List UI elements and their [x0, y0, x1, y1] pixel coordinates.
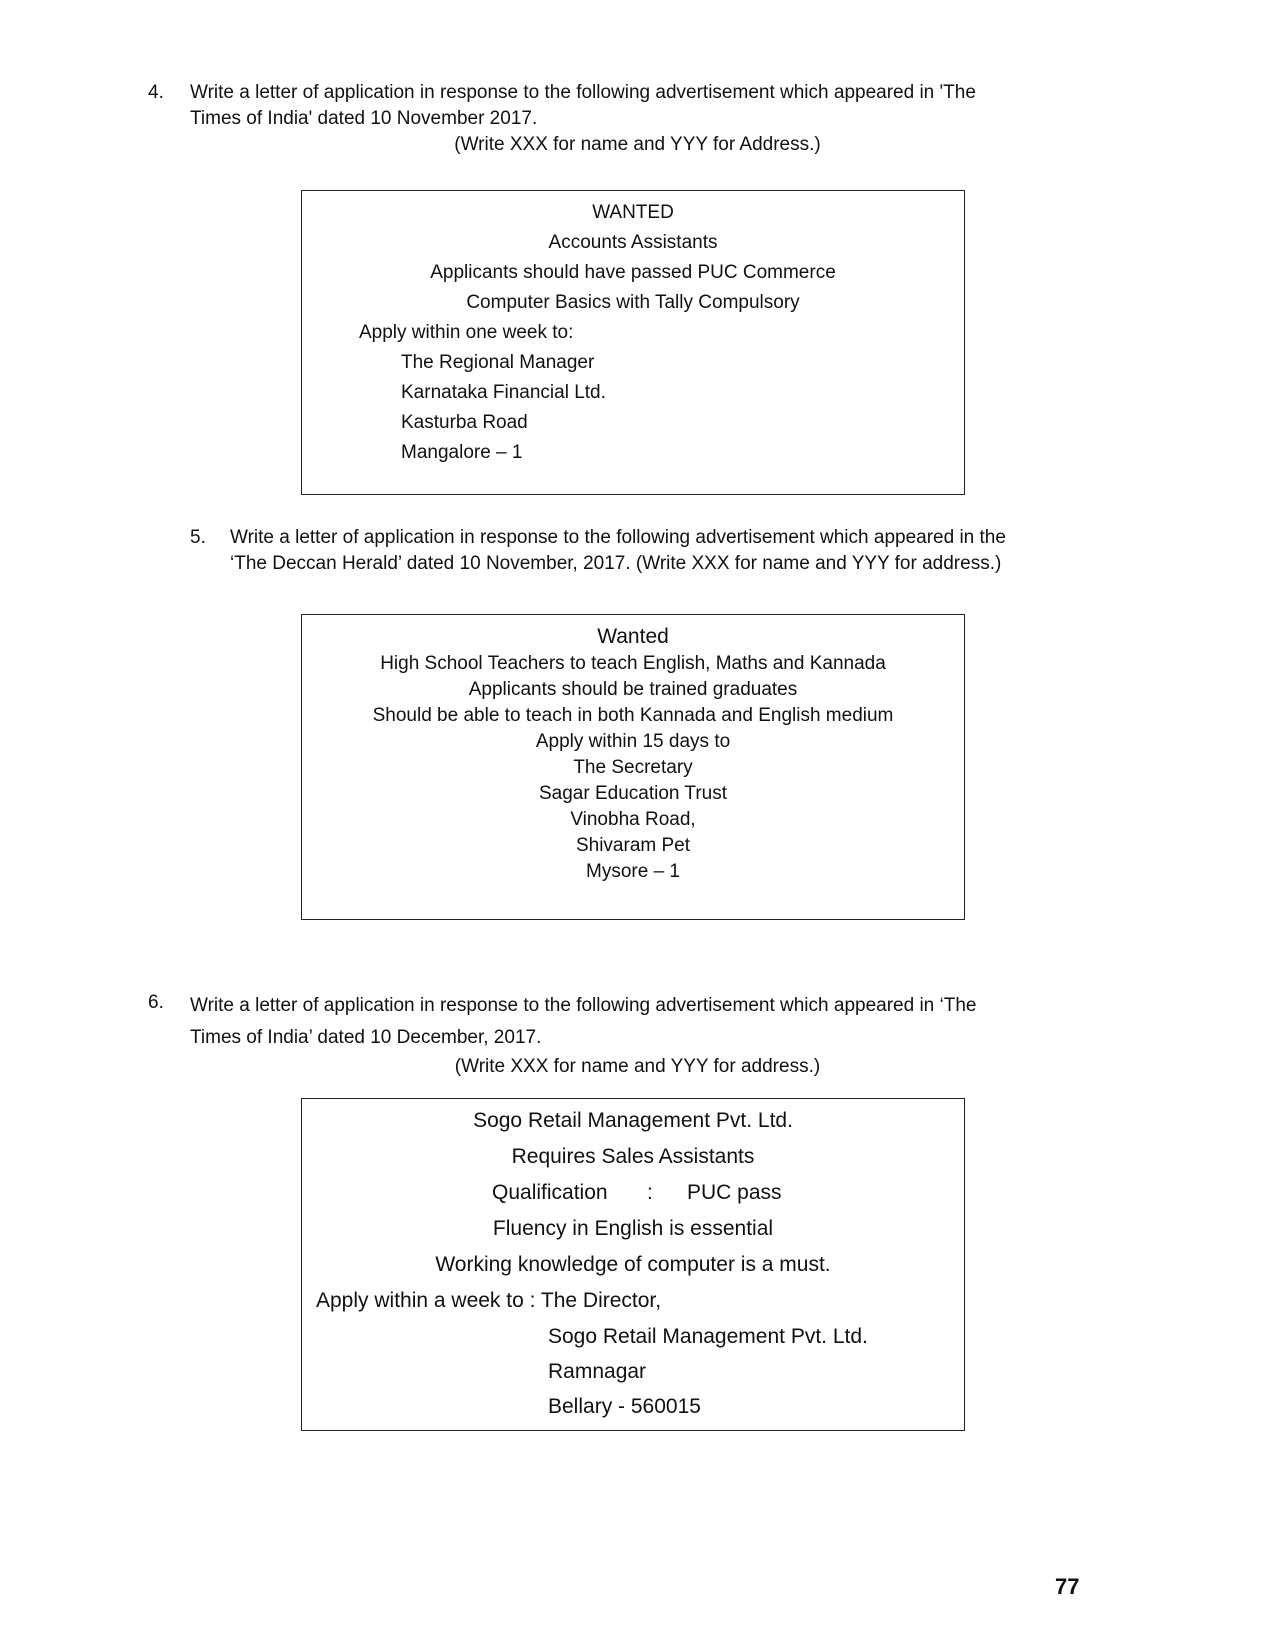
ad3-qualification-sep: :: [647, 1181, 653, 1204]
ad1-address-line: Mangalore – 1: [401, 442, 523, 463]
question-4-number: 4.: [148, 82, 164, 103]
question-5-number: 5.: [190, 527, 206, 548]
page-number: 77: [1055, 1574, 1080, 1599]
ad3-qualification-value: PUC pass: [687, 1181, 782, 1204]
question-4-line-2: Times of India' dated 10 November 2017.: [190, 108, 538, 129]
ad3-address-line: Bellary - 560015: [548, 1395, 701, 1418]
question-4-note: (Write XXX for name and YYY for Address.): [454, 134, 821, 155]
ad3-qualification-label: Qualification: [492, 1181, 608, 1204]
ad1-address-line: The Regional Manager: [401, 352, 595, 373]
question-6-number: 6.: [148, 992, 164, 1013]
ad2-line: Shivaram Pet: [575, 835, 691, 856]
ad2-line: Should be able to teach in both Kannada and English medium: [372, 705, 894, 726]
advertisement-box-2: [301, 614, 965, 920]
ad2-line: Mysore – 1: [586, 861, 680, 882]
ad1-title: WANTED: [592, 202, 674, 223]
question-4-line-1: Write a letter of application in response to the following advertisement which appeared in 'The: [190, 82, 976, 103]
ad2-line: Applicants should be trained graduates: [468, 679, 798, 700]
question-6-note: (Write XXX for name and YYY for address.): [454, 1056, 821, 1077]
ad1-requirement-1: Applicants should have passed PUC Commerce: [430, 262, 836, 283]
ad3-apply: Apply within a week to : The Director,: [316, 1289, 662, 1312]
ad3-requires: Requires Sales Assistants: [511, 1145, 755, 1168]
question-6-line-1: Write a letter of application in response to the following advertisement which appeared in ‘The: [190, 995, 977, 1016]
ad3-address-line: Sogo Retail Management Pvt. Ltd.: [548, 1325, 868, 1348]
advertisement-box-3: [301, 1098, 965, 1431]
ad2-line: High School Teachers to teach English, Maths and Kannada: [380, 653, 886, 674]
advertisement-box-1: [301, 190, 965, 495]
ad3-computer: Working knowledge of computer is a must.: [435, 1253, 831, 1276]
ad2-line: The Secretary: [573, 757, 693, 778]
ad1-requirement-2: Computer Basics with Tally Compulsory: [466, 292, 800, 313]
question-5-text: [230, 525, 1006, 577]
ad1-apply: Apply within one week to:: [359, 322, 574, 343]
question-5-line-2: ‘The Deccan Herald’ dated 10 November, 2017. (Write XXX for name and YYY for address.): [230, 553, 1002, 574]
question-5-line-1: Write a letter of application in response to the following advertisement which appeared in the: [230, 527, 1006, 548]
ad2-line: Vinobha Road,: [570, 809, 696, 830]
ad2-title: Wanted: [597, 625, 669, 648]
ad3-address-line: Ramnagar: [548, 1360, 647, 1383]
ad1-address-line: Karnataka Financial Ltd.: [401, 382, 606, 403]
question-6-text: [190, 990, 976, 1054]
question-6-line-2: Times of India’ dated 10 December, 2017.: [190, 1027, 542, 1048]
ad1-position: Accounts Assistants: [548, 232, 718, 253]
ad3-fluency: Fluency in English is essential: [492, 1217, 774, 1240]
ad1-address-line: Kasturba Road: [401, 412, 528, 433]
ad2-line: Sagar Education Trust: [539, 783, 727, 804]
ad2-line: Apply within 15 days to: [535, 731, 731, 752]
question-4-text: [190, 80, 976, 132]
ad3-company: Sogo Retail Management Pvt. Ltd.: [473, 1109, 793, 1132]
